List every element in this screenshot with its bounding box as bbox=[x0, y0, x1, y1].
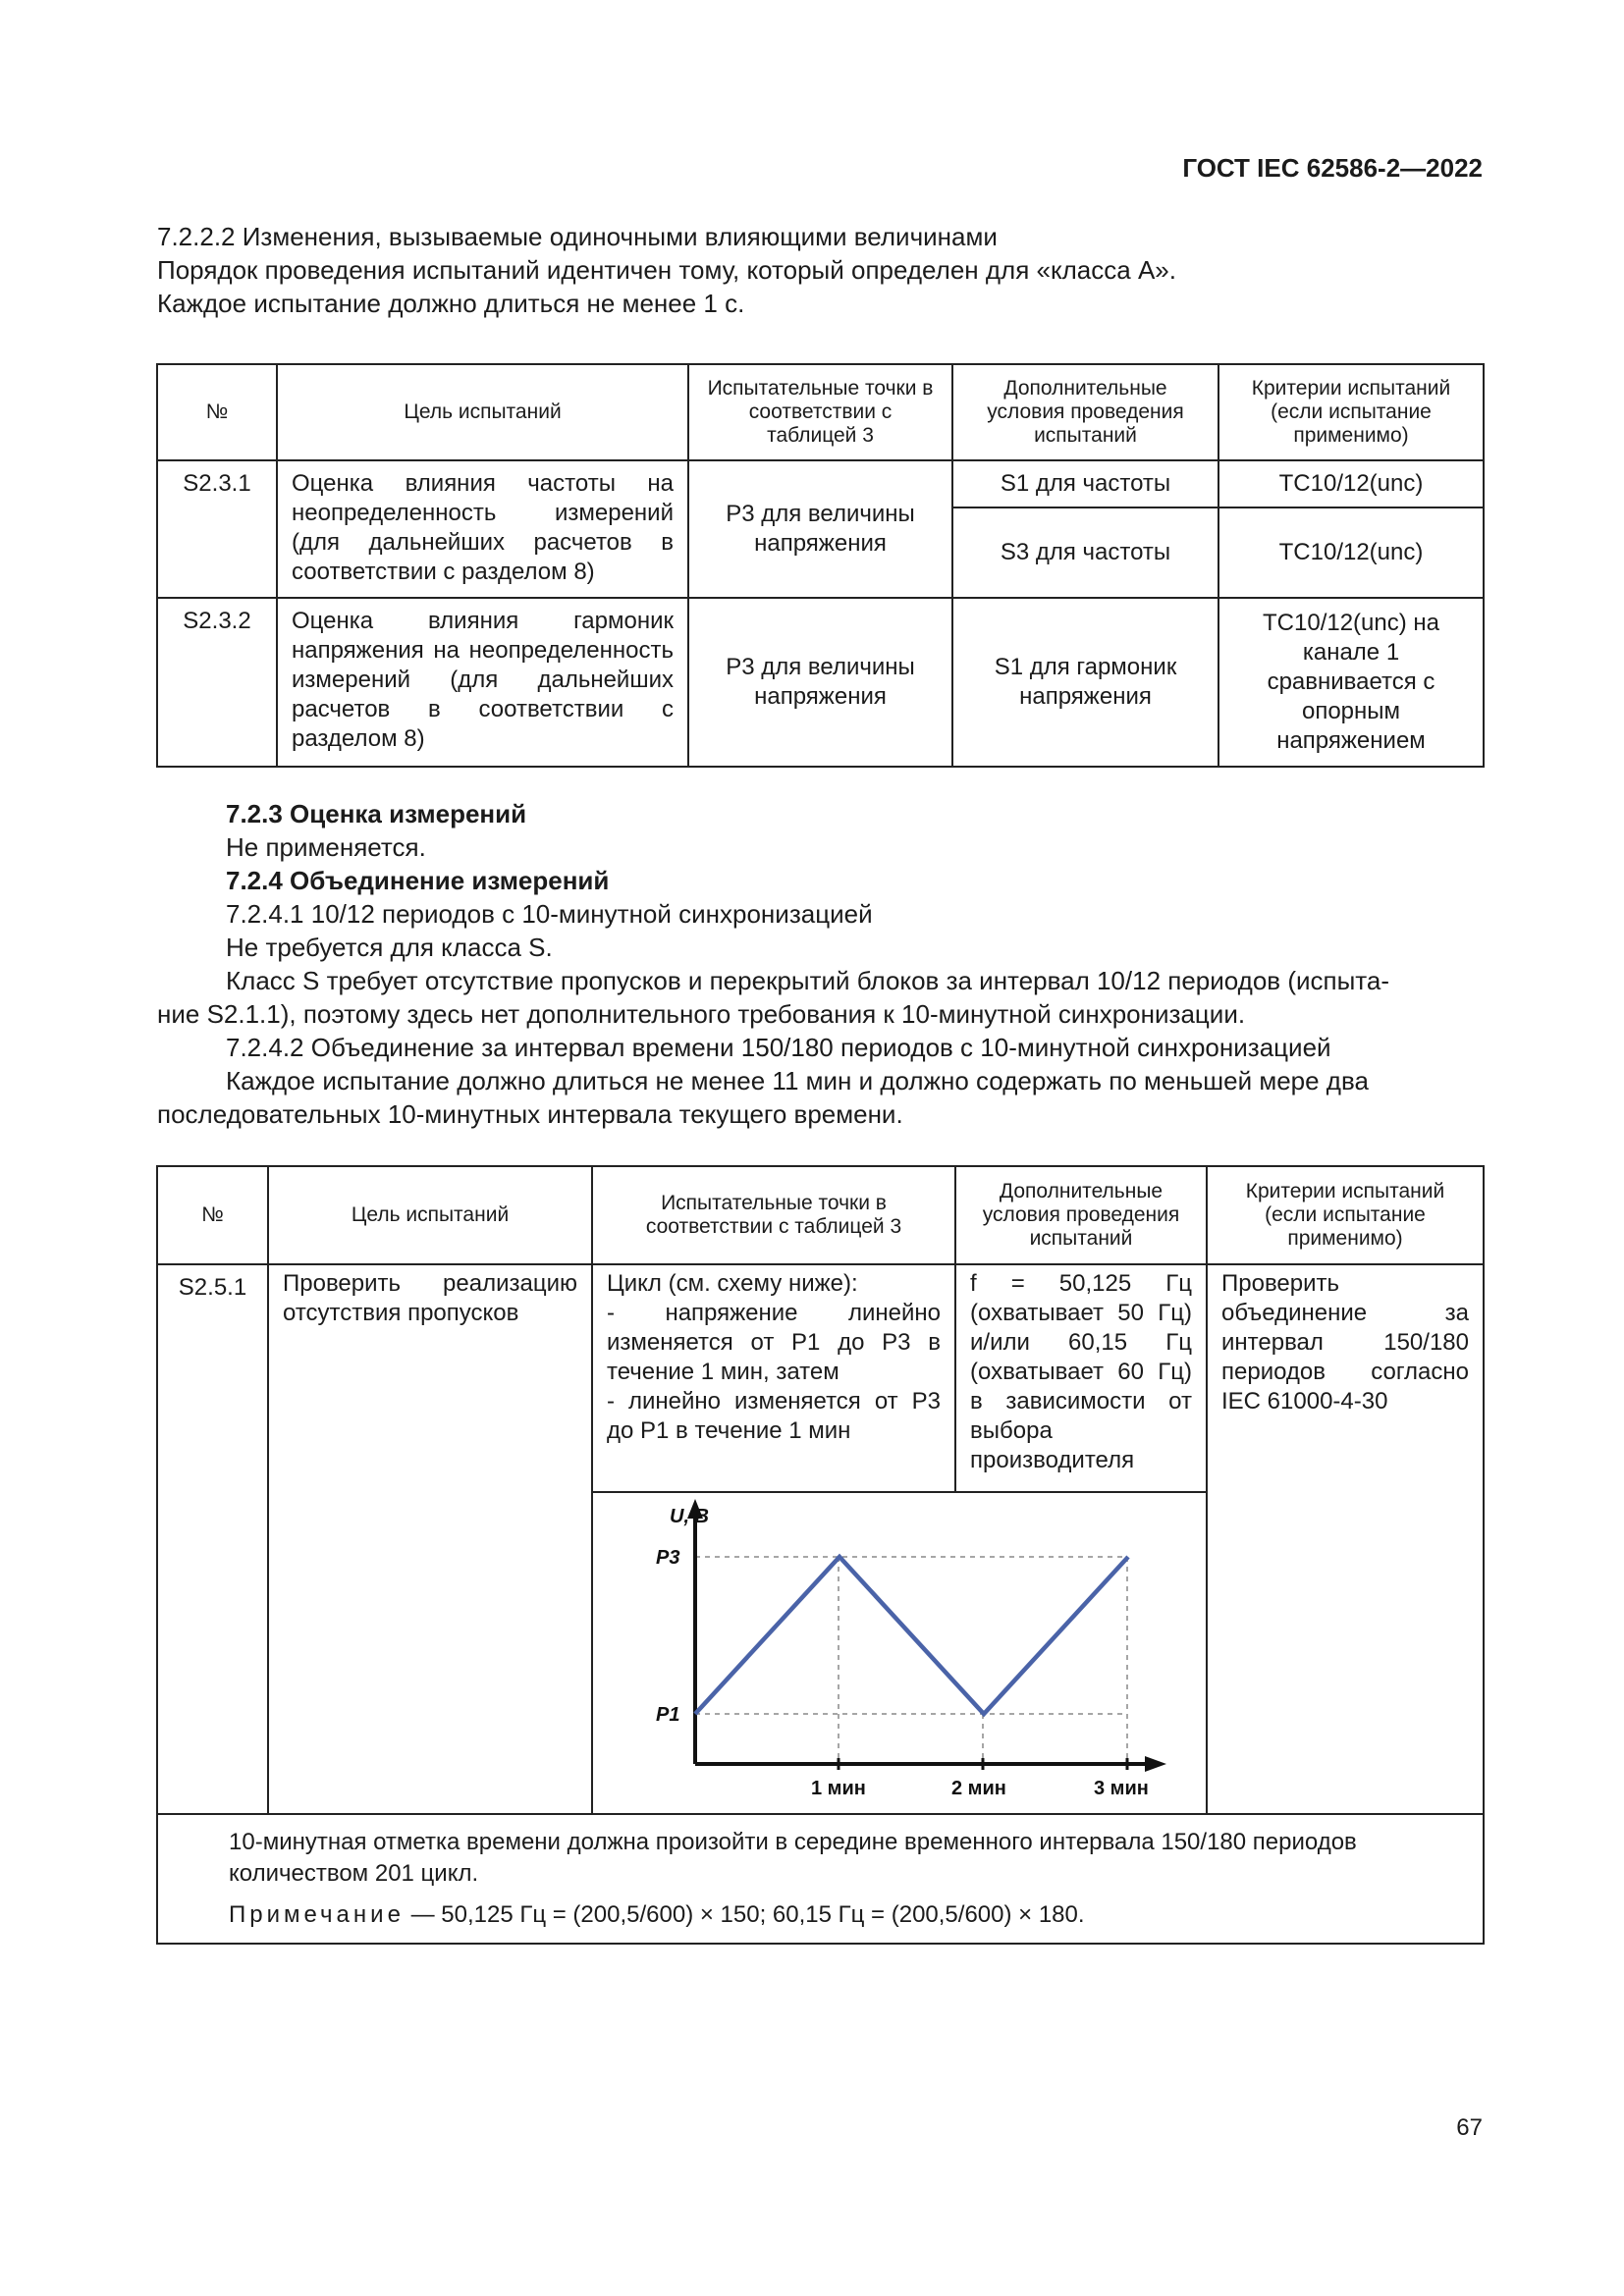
t1-row1-condition-a: S1 для частоты bbox=[952, 460, 1218, 507]
t1-row2-num: S2.3.2 bbox=[157, 598, 277, 767]
t1-row2-points: P3 для величины напряжения bbox=[688, 598, 952, 767]
y-tick-label-p1: P1 bbox=[656, 1704, 680, 1726]
t1-header-criteria: Критерии испытаний (если испытание применимо) bbox=[1218, 364, 1484, 460]
t1-header-num: № bbox=[157, 364, 277, 460]
t2-header-conditions: Дополнительные условия проведения испытаний bbox=[955, 1166, 1207, 1264]
t1-row1-points: P3 для величины напряжения bbox=[688, 460, 952, 598]
page-number: 67 bbox=[1456, 2114, 1483, 2141]
t2-note bbox=[172, 1899, 1469, 1931]
t2-points-line3: - линейно изменяется от P3 до P1 в течение 1 мин bbox=[607, 1388, 941, 1444]
intro-line-1: 7.2.2.2 Изменения, вызываемые одиночными влияющими величинами bbox=[157, 222, 998, 251]
t1-row1-condition-b: S3 для частоты bbox=[952, 507, 1218, 598]
t2-footer bbox=[157, 1814, 1484, 1944]
t1-row1-criteria-a: TC10/12(unc) bbox=[1218, 460, 1484, 507]
subheading-7-2-4-2: 7.2.4.2 Объединение за интервал времени 150/180 периодов с 10-минутной синхронизацией bbox=[226, 1033, 1331, 1062]
t2-note-text: — 50,125 Гц = (200,5/600) × 150; 60,15 Гц = (200,5/600) × 180. bbox=[404, 1901, 1085, 1928]
t2-header-points: Испытательные точки в соответствии с таблицей 3 bbox=[592, 1166, 955, 1264]
t2-chart-cell bbox=[592, 1492, 1207, 1814]
section-7-2-3-7-2-4 bbox=[157, 797, 1483, 1131]
x-tick-label-1min: 1 мин bbox=[811, 1778, 866, 1799]
y-axis-label: U, B bbox=[670, 1506, 709, 1527]
reference-lines bbox=[695, 1557, 1127, 1764]
x-tick-label-2min: 2 мин bbox=[951, 1778, 1006, 1799]
t2-row-points bbox=[592, 1264, 955, 1492]
text-7-2-4-2-line2: последовательных 10-минутных интервала текущего времени. bbox=[157, 1099, 903, 1129]
t1-row1-goal: Оценка влияния частоты на неопределенность измерений (для дальнейших расчетов в соответствии с разделом 8) bbox=[277, 460, 688, 598]
t1-row2-condition: S1 для гармоник напряжения bbox=[952, 598, 1218, 767]
t1-header-goal: Цель испытаний bbox=[277, 364, 688, 460]
table-1 bbox=[156, 363, 1485, 768]
t1-row1-num: S2.3.1 bbox=[157, 460, 277, 598]
t1-header-conditions: Дополнительные условия проведения испытаний bbox=[952, 364, 1218, 460]
text-7-2-4-1-a: Не требуется для класса S. bbox=[226, 933, 553, 962]
heading-7-2-3: 7.2.3 Оценка измерений bbox=[226, 799, 527, 828]
t2-header-num: № bbox=[157, 1166, 268, 1264]
t1-row2-goal: Оценка влияния гармоник напряжения на неопределенность измерений (для дальнейших расчетов в соответствии с разделом 8) bbox=[277, 598, 688, 767]
document-id: ГОСТ IEC 62586-2—2022 bbox=[1182, 153, 1483, 183]
text-7-2-4-1-b-line1: Класс S требует отсутствие пропусков и перекрытий блоков за интервал 10/12 периодов (испыта- bbox=[226, 966, 1390, 995]
intro-line-3: Каждое испытание должно длиться не менее 1 с. bbox=[157, 289, 745, 318]
x-axis-arrow bbox=[1145, 1756, 1166, 1772]
t1-row1-criteria-b: TC10/12(unc) bbox=[1218, 507, 1484, 598]
intro-line-2: Порядок проведения испытаний идентичен тому, который определен для «класса А». bbox=[157, 255, 1176, 285]
t2-header-goal: Цель испытаний bbox=[268, 1166, 592, 1264]
t2-header-criteria: Критерии испытаний (если испытание применимо) bbox=[1207, 1166, 1484, 1264]
y-tick-label-p3: P3 bbox=[656, 1547, 680, 1569]
t1-header-points: Испытательные точки в соответствии с таблицей 3 bbox=[688, 364, 952, 460]
t2-row-num: S2.5.1 bbox=[157, 1264, 268, 1814]
text-7-2-3: Не применяется. bbox=[226, 832, 426, 862]
t2-footer-text: 10-минутная отметка времени должна произойти в середине временного интервала 150/180 периодов количеством 201 цикл. bbox=[229, 1829, 1357, 1887]
text-7-2-4-1-b-line2: ние S2.1.1), поэтому здесь нет дополнительного требования к 10-минутной синхронизации. bbox=[157, 999, 1246, 1029]
text-7-2-4-2-line1: Каждое испытание должно длиться не менее 11 мин и должно содержать по меньшей мере два bbox=[226, 1066, 1369, 1095]
x-tick-label-3min: 3 мин bbox=[1094, 1778, 1149, 1799]
t2-points-line2: - напряжение линейно изменяется от P1 до P3 в течение 1 мин, затем bbox=[607, 1300, 941, 1385]
heading-7-2-4: 7.2.4 Объединение измерений bbox=[226, 866, 610, 895]
t2-row-criteria: Проверить объединение за интервал 150/180 периодов согласно IEC 61000-4-30 bbox=[1207, 1264, 1484, 1814]
t2-row-goal: Проверить реализацию отсутствия пропусков bbox=[268, 1264, 592, 1814]
voltage-series-line bbox=[695, 1557, 1128, 1714]
t2-note-label: Примечание bbox=[229, 1901, 405, 1928]
intro-text bbox=[157, 220, 1483, 320]
t2-points-line1: Цикл (см. схему ниже): bbox=[607, 1270, 858, 1297]
subheading-7-2-4-1: 7.2.4.1 10/12 периодов с 10-минутной синхронизацией bbox=[226, 899, 873, 929]
voltage-cycle-chart bbox=[593, 1493, 1206, 1805]
t1-row2-criteria: TC10/12(unc) на канале 1 сравнивается с опорным напряжением bbox=[1218, 598, 1484, 767]
table-2 bbox=[156, 1165, 1485, 1945]
t2-row-conditions: f = 50,125 Гц (охватывает 50 Гц) и/или 60,15 Гц (охватывает 60 Гц) в зависимости от выбора производителя bbox=[955, 1264, 1207, 1492]
